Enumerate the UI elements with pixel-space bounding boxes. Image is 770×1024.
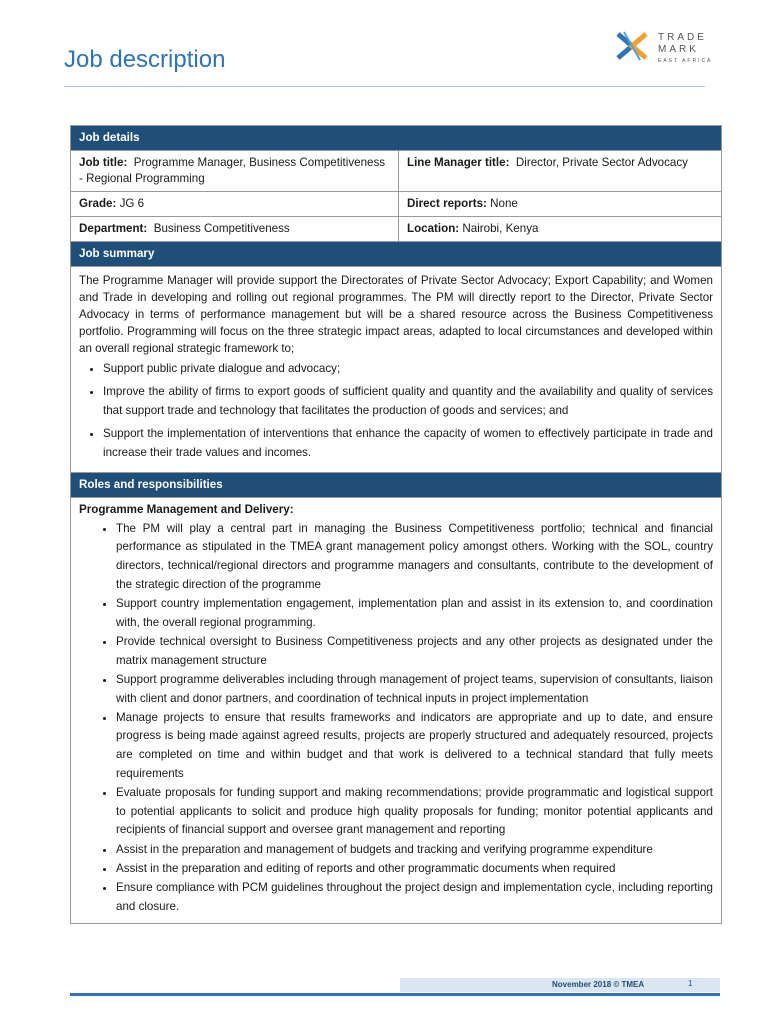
department-value: Business Competitiveness <box>153 222 290 235</box>
grade-label: Grade: <box>79 197 117 210</box>
logo-word-east-africa: EAST AFRICA <box>658 58 713 64</box>
list-item: • Improve the ability of firms to export goods of sufficient quality and quantity and the availability and quality of services that support trade and technology that facilitates the production of goods and services; and <box>103 382 713 420</box>
job-title-value: Programme Manager, Business Competitiveness - Regional Programming <box>79 156 386 185</box>
list-item: • Ensure compliance with PCM guidelines throughout the project design and implementation cycle, including reporting and closure. <box>116 879 713 916</box>
page-footer <box>400 978 720 992</box>
location-label: Location: <box>407 222 460 235</box>
grade-value: JG 6 <box>119 197 145 210</box>
trademark-logo <box>616 28 716 68</box>
footer-text: November 2018 © TMEA <box>552 980 645 989</box>
page-number: 1 <box>688 979 693 988</box>
direct-reports-cell <box>399 192 721 216</box>
grade-cell <box>71 192 399 216</box>
job-summary-intro: The Programme Manager will provide support the Directorates of Private Sector Advocacy; Export Capability; and Women and Trade in developing and rolling out regional programmes. The PM will directly report to the Director, Private Sector Advocacy in terms of performance management but will be a shared resource across the Business Competitiveness portfolio. Programming will focus on the three strategic impact areas, adapted to local circumstances and developed within an overall regional strategic framework to; <box>79 274 713 355</box>
footer-divider <box>70 993 720 996</box>
location-cell <box>399 217 721 241</box>
job-summary-list <box>79 359 713 462</box>
job-description-table <box>70 125 722 924</box>
list-item: • Provide technical oversight to Business Competitiveness projects and any other projects as designated under the matrix management structure <box>116 633 713 670</box>
department-row <box>71 217 721 242</box>
list-item: • Assist in the preparation and management of budgets and tracking and verifying programme expenditure <box>116 841 713 860</box>
job-summary-header: Job summary <box>71 242 721 267</box>
list-item: • The PM will play a central part in managing the Business Competitiveness portfolio; technical and financial performance as stipulated in the TMEA grant management policy amongst others. Working with the SOL, country directors, technical/regional directors and programme managers and consultants, contribute to the development of the strategic direction of the programme <box>116 520 713 595</box>
line-manager-value: Director, Private Sector Advocacy <box>515 156 688 169</box>
job-title-cell <box>71 151 399 191</box>
list-item: • Support country implementation engagement, implementation plan and assist in its extension to, and coordination with, the overall regional programming. <box>116 595 713 632</box>
list-item: • Support the implementation of interventions that enhance the capacity of women to effectively participate in trade and increase their trade values and incomes. <box>103 424 713 462</box>
line-manager-cell <box>399 151 721 191</box>
list-item: • Manage projects to ensure that results frameworks and indicators are appropriate and up to date, and ensure progress is being made against agreed results, projects are properly structured and adequately resourced, projects are completed on time and within budget and that work is delivered to a technical standard that fully meets requirements <box>116 709 713 784</box>
roles-list <box>79 520 713 917</box>
direct-reports-value: None <box>490 197 518 210</box>
list-item: • Support public private dialogue and advocacy; <box>103 359 713 378</box>
line-manager-label: Line Manager title: <box>407 156 510 169</box>
department-label: Department: <box>79 222 148 235</box>
roles-header: Roles and responsibilities <box>71 473 721 498</box>
roles-body <box>71 498 721 923</box>
logo-word-mark: MARK <box>658 44 699 55</box>
location-value: Nairobi, Kenya <box>462 222 539 235</box>
list-item: • Assist in the preparation and editing of reports and other programmatic documents when required <box>116 860 713 879</box>
list-item: • Support programme deliverables including through management of project teams, supervision of consultants, liaison with client and donor partners, and coordination of technical inputs in project implementation <box>116 671 713 708</box>
grade-row <box>71 192 721 217</box>
title-divider <box>64 86 705 87</box>
job-summary-body <box>71 267 721 473</box>
job-title-label: Job title: <box>79 156 128 169</box>
roles-subheading: Programme Management and Delivery: <box>79 503 294 516</box>
list-item: • Evaluate proposals for funding support and making recommendations; provide programmatic and logistical support to potential applicants to solicit and produce high quality proposals for funding; monitor potential applicants and recipients of financial support and oversee grant management and reporting <box>116 784 713 840</box>
department-cell <box>71 217 399 241</box>
job-details-header: Job details <box>71 126 721 151</box>
page-title: Job description <box>64 46 226 73</box>
direct-reports-label: Direct reports: <box>407 197 487 210</box>
job-title-row <box>71 151 721 192</box>
logo-mark-icon <box>616 30 648 62</box>
logo-word-trade: TRADE <box>658 32 707 43</box>
